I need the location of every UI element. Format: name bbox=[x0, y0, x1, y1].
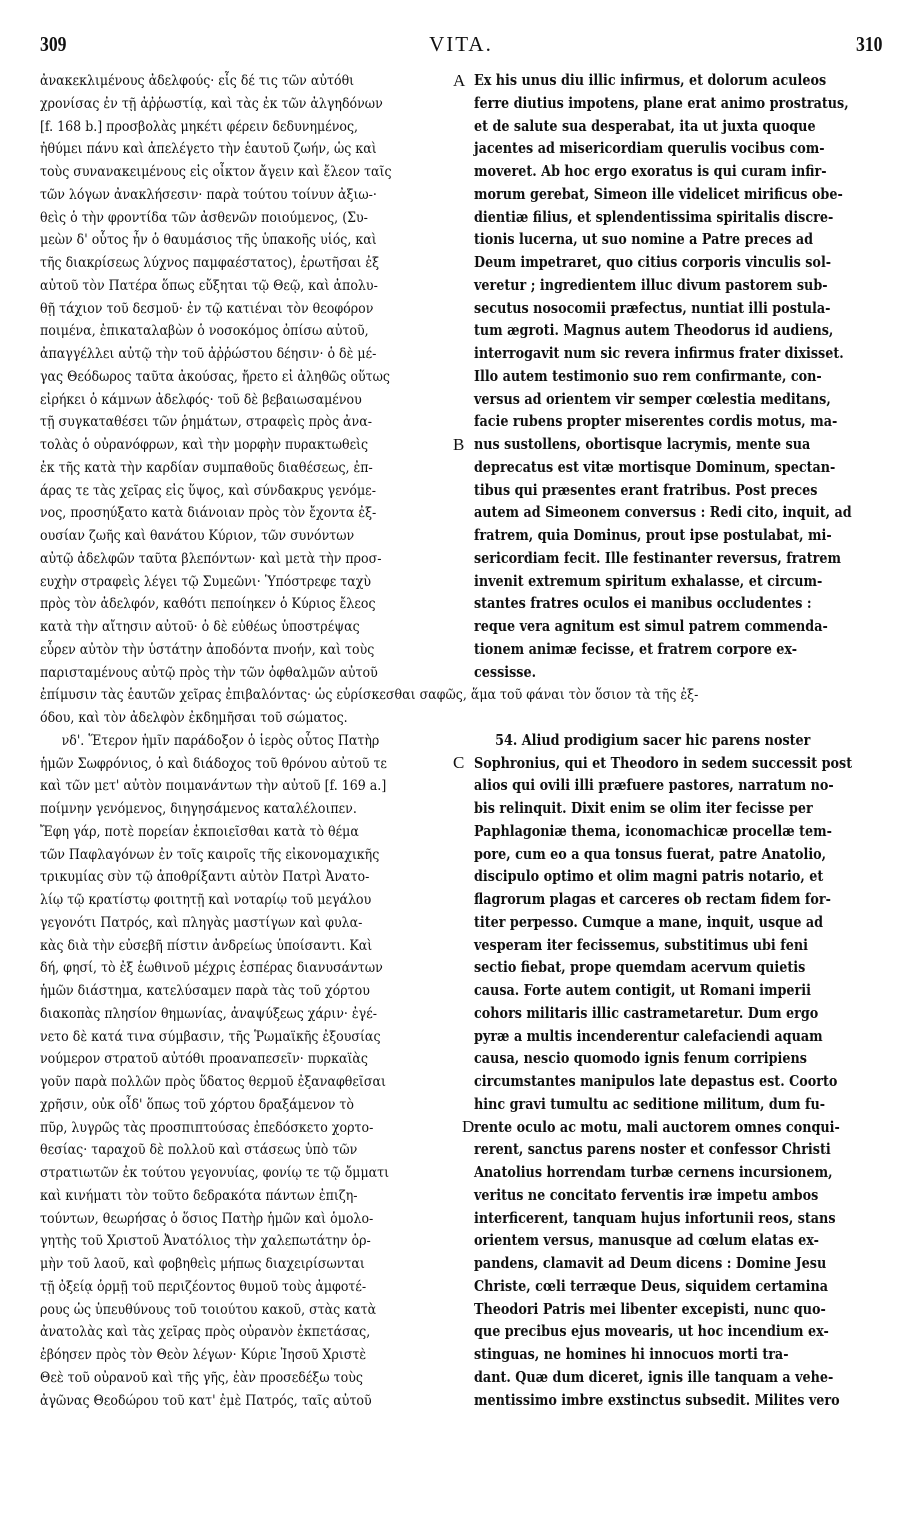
greek-text-line: χρῆσιν, οὐκ οἶδ' ὅπως τοῦ χόρτου δραξάμενον τὸ bbox=[40, 1096, 354, 1113]
margin-letter-d: D bbox=[462, 1117, 475, 1136]
greek-text-line: μὴν τοῦ λαοῦ, καὶ φοβηθεὶς μήπως διαχειρίσωνται bbox=[40, 1256, 365, 1272]
latin-text-line: secutus nosocomii præfectus, nuntiat illi postula- bbox=[474, 299, 831, 317]
latin-text-line: circumstantes manipulos late depastus est. Coorto bbox=[474, 1073, 838, 1090]
latin-text-line: cessisse. bbox=[474, 663, 537, 681]
latin-text-line: Theodori Patris mei libenter excepisti, nunc quo- bbox=[474, 1300, 826, 1318]
greek-text-line: τοὺς συνανακειμένους εἰς οἶκτον ἄγειν καὶ ἔλεον ταῖς bbox=[40, 164, 392, 180]
greek-text-line: τῶν λόγων ἀνακλήσεσιν· παρὰ τούτου τοίνυν ἀξιω-· bbox=[40, 186, 377, 203]
greek-text-line: ευχὴν στραφεὶς λέγει τῷ Συμεῶνι· Ὑπόστρεφε ταχὺ bbox=[40, 573, 372, 590]
latin-text-line: pyræ a multis incenderentur calefaciendi aquam bbox=[474, 1027, 823, 1045]
margin-letter-a: A bbox=[453, 71, 466, 90]
greek-text-line: τῆς διακρίσεως λύχνος παμφαέστατος), ἐρωτῆσαι ἐξ bbox=[40, 255, 380, 271]
latin-text-line: Paphlagoniæ thema, iconomachicæ procellæ tem- bbox=[474, 822, 832, 840]
greek-text-line: ρους ὡς ὑπευθύνους τοῦ τοιούτου κακοῦ, στὰς κατὰ bbox=[40, 1301, 377, 1318]
greek-text-line: τῶν Παφλαγόνων ἐν τοῖς καιροῖς τῆς εἰκονομαχικῆς bbox=[40, 846, 380, 863]
greek-text-line: όδου, καὶ τὸν ἀδελφὸν ἐκδημῆσαι τοῦ σώματος. bbox=[40, 710, 348, 726]
latin-text-line: Anatolius horrendam turbæ cernens incursionem, bbox=[474, 1164, 833, 1181]
latin-text-line: 54. Aliud prodigium sacer hic parens noster bbox=[495, 731, 811, 749]
greek-text-line: εἰρήκει ὁ κάμνων ἀδελφός· τοῦ δὲ βεβαιωσαμένου bbox=[40, 391, 362, 408]
latin-text-line: tum ægroti. Magnus autem Theodorus id audiens, bbox=[474, 322, 834, 340]
greek-text-line: πρὸς τὸν ἀδελφόν, καθότι πεποίηκεν ὁ Κύριος ἔλεος bbox=[40, 596, 376, 613]
greek-text-line: θῇ τάχιον τοῦ δεσμοῦ· ἐν τῷ κατιέναι τὸν θεοφόρον bbox=[40, 300, 374, 317]
greek-text-line: τολὰς ὁ οὐρανόφρων, καὶ τὴν μορφὴν πυρακτωθεὶς bbox=[40, 437, 369, 453]
latin-text-line: stantes fratres oculos ei manibus occludentes : bbox=[474, 595, 812, 613]
margin-letter-b: B bbox=[453, 435, 465, 454]
greek-text-line: ποιμένα, ἐπικαταλαβὼν ὁ νοσοκόμος ὀπίσω αὐτοῦ, bbox=[40, 323, 369, 340]
latin-text-line: Illo autem testimonio suo rem confirmante, con- bbox=[474, 367, 822, 385]
greek-text-line: πῦρ, λυγρῶς τὰς προσπιπτούσας ἐπεδόσκετο χορτο- bbox=[40, 1119, 374, 1136]
greek-text-line: κατὰ τὴν αἴτησιν αὐτοῦ· ὁ δὲ εὐθέως ὑποστρέψας bbox=[40, 619, 360, 635]
greek-text-line: τούντων, θεωρήσας ὁ ὅσιος Πατὴρ ἡμῶν καὶ ὁμολο- bbox=[40, 1210, 374, 1227]
greek-text-line: νούμερον στρατοῦ αὐτόθι προαναπεσεῖν· πυρκαϊὰς bbox=[40, 1051, 368, 1068]
greek-text-line: τρικυμίας σὺν τῷ ἀποθρίξαντι αὐτὸν Πατρὶ Ἀνατο- bbox=[40, 869, 370, 886]
latin-text-line: hinc gravi tumultu ac seditione militum, dum fu- bbox=[474, 1095, 826, 1113]
greek-text-line: Ἔφη γάρ, ποτὲ πορείαν ἐκποιεῖσθαι κατὰ τὸ θέμα bbox=[40, 823, 359, 840]
latin-text-line: pandens, clamavit ad Deum dicens : Domine Jesu bbox=[474, 1255, 827, 1272]
running-title: VITA. bbox=[429, 32, 493, 56]
latin-text-line: et de salute sua desperabat, ita ut juxta quoque bbox=[474, 117, 816, 135]
latin-text-line: orientem versus, manusque ad cœlum elatas ex- bbox=[474, 1232, 819, 1250]
latin-text-line: deprecatus est vitæ mortisque Dominum, spectan- bbox=[474, 458, 836, 476]
latin-text-line: sectio fiebat, prope quemdam acervum quietis bbox=[474, 959, 806, 977]
greek-text-line: νδ'. Ἕτερον ἡμῖν παράδοξον ὁ ἱερὸς οὗτος Πατὴρ bbox=[61, 732, 380, 749]
latin-text-line: versus ad orientem vir semper cœlestia meditans, bbox=[474, 390, 831, 408]
greek-text-line: αὐτῷ ἀδελφῶν ταῦτα βλεπόντων· καὶ μετὰ τὴν προσ- bbox=[40, 550, 382, 567]
latin-text-line: flagrorum plagas et carceres ob rectam fidem for- bbox=[474, 891, 831, 908]
latin-text-line: cohors militaris illic castrametaretur. Dum ergo bbox=[474, 1004, 819, 1022]
latin-text-line: moveret. Ab hoc ergo exoratus is qui curam infir- bbox=[474, 163, 827, 180]
greek-text-line: κὰς διὰ τὴν εὐσεβῆ πίστιν ἀνδρείως ὑποίσαντι. Καὶ bbox=[40, 937, 373, 954]
latin-text-line: rente oculo ac motu, mali auctorem omnes conqui- bbox=[474, 1118, 840, 1136]
greek-text-line: ἀγῶνας Θεοδώρου τοῦ κατ' ἐμὲ Πατρός, ταῖς αὐτοῦ bbox=[40, 1392, 372, 1409]
greek-text-line: θεσίας· ταραχοῦ δὲ πολλοῦ καὶ στάσεως ὑπὸ τῶν bbox=[40, 1142, 358, 1159]
latin-text-line: titer perpesso. Cumque a mane, inquit, usque ad bbox=[474, 913, 824, 931]
greek-text-line: στρατιωτῶν ἐκ τούτου γεγονυίας, φονίῳ τε τῷ ὄμματι bbox=[40, 1165, 390, 1181]
latin-text-line: invenit extremum spiritum exhalasse, et circum- bbox=[474, 572, 823, 590]
greek-text-line: γητὴς τοῦ Χριστοῦ Ἀνατόλιος τὴν χαλεπωτάτην ὁρ- bbox=[40, 1233, 371, 1250]
latin-text-line: causa. Forte autem contigit, ut Romani imperii bbox=[474, 982, 811, 999]
latin-text-line: bis relinquit. Dixit enim se olim iter fecisse per bbox=[474, 800, 813, 817]
greek-text-line: ἠθύμει πάνυ καὶ ἀπελέγετο τὴν ἑαυτοῦ ζωήν, ὡς καὶ bbox=[40, 141, 377, 158]
greek-text-line: ἐκ τῆς κατὰ τὴν καρδίαν συμπαθοῦς διαθέσεως, ἐπ- bbox=[40, 459, 373, 476]
greek-text-line: ἐπίμυσιν τὰς ἑαυτῶν χεῖρας ἐπιβαλόντας· ὡς εὑρίσκεσθαι σαφῶς, ἅμα τοῦ φάναι τὸν ὅσιον τὰ τῆς ἐξ- bbox=[40, 687, 699, 704]
latin-text-line: sericordiam fecit. Ille festinanter reversus, fratrem bbox=[474, 549, 841, 567]
greek-text-line: ἡμῶν Σωφρόνιος, ὁ καὶ διάδοχος τοῦ θρόνου αὐτοῦ τε bbox=[40, 755, 387, 772]
latin-text-line: interficerent, tanquam hujus infortunii reos, stans bbox=[474, 1209, 836, 1227]
latin-text-line: vesperam iter fecissemus, substitimus ubi feni bbox=[474, 936, 808, 954]
greek-text-line: ποίμνην γενόμενος, διηγησάμενος καταλέλοιπεν. bbox=[40, 801, 357, 817]
latin-text-line: veretur ; ingredientem illuc divum pastorem sub- bbox=[474, 276, 828, 294]
latin-text-line: tionem animæ fecisse, et fratrem corpore ex- bbox=[474, 640, 798, 658]
latin-text-line bbox=[474, 707, 835, 730]
latin-text-line: alios qui ovili illi præfuere pastores, narratum no- bbox=[474, 777, 834, 795]
latin-text-column bbox=[474, 70, 884, 1412]
latin-text-line: que precibus ejus movearis, ut hoc incendium ex- bbox=[474, 1323, 829, 1341]
latin-text-line: pore, cum eo a qua tonsus fuerat, patre Anatolio, bbox=[474, 845, 827, 863]
greek-text-line: αὐτοῦ τὸν Πατέρα ὅπως εὔξηται τῷ Θεῷ, καὶ ἀπολυ- bbox=[40, 277, 378, 294]
greek-text-line: ἀνακεκλιμένους ἀδελφούς· εἷς δέ τις τῶν αὐτόθι bbox=[40, 73, 355, 89]
latin-text-line: facie rubens propter miserentes cordis motus, ma- bbox=[474, 413, 838, 431]
greek-text-line: γεγονότι Πατρός, καὶ πληγὰς μαστίγων καὶ φυλα- bbox=[40, 914, 363, 931]
page-number-left: 309 bbox=[40, 32, 67, 56]
latin-text-line: stinguas, ne homines hi innocuos morti tra- bbox=[474, 1346, 789, 1363]
greek-text-line: τῇ ὀξείᾳ ὁρμῇ τοῦ περιζέοντος θυμοῦ τοὺς ἀμφοτέ- bbox=[40, 1278, 367, 1295]
greek-text-line: διακοπὰς πλησίον θημωνίας, ἀναψύξεως χάριν· ἐγέ- bbox=[40, 1005, 377, 1022]
latin-text-line: Sophronius, qui et Theodoro in sedem successit post bbox=[474, 754, 853, 772]
latin-text-line: Christe, cœli terræque Deus, siquidem certamina bbox=[474, 1277, 829, 1295]
greek-text-line: ἡμῶν διάστημα, κατελύσαμεν παρὰ τὰς τοῦ χόρτου bbox=[40, 983, 370, 999]
greek-text-line: ἐβόησεν πρὸς τὸν Θεὸν λέγων· Κύριε Ἰησοῦ Χριστὲ bbox=[40, 1347, 367, 1363]
greek-text-line: δή, φησί, τὸ ἐξ ἑωθινοῦ μέχρις ἑσπέρας διανυσάντων bbox=[40, 960, 383, 977]
latin-text-line: autem ad Simeonem conversus : Redi cito, inquit, ad bbox=[474, 504, 852, 522]
latin-text-line: rerent, sanctus parens noster et confessor Christi bbox=[474, 1141, 831, 1159]
latin-text-line: tibus qui præsentes erant fratribus. Post preces bbox=[474, 481, 818, 499]
latin-text-line: jacentes ad misericordiam querulis vocibus com- bbox=[474, 140, 825, 158]
greek-text-line: ουσίαν ζωῆς καὶ θανάτου Κύριον, τῶν συνόντων bbox=[40, 528, 355, 544]
latin-text-line: mentissimo imbre exstinctus subsedit. Milites vero bbox=[474, 1391, 840, 1409]
greek-text-line: καὶ τῶν μετ' αὐτὸν ποιμανάντων τὴν αὐτοῦ [f. 169 a.] bbox=[40, 778, 387, 795]
greek-text-line: γας Θεόδωρος ταῦτα ἀκούσας, ἤρετο εἰ ἀληθῶς οὕτως bbox=[40, 368, 390, 385]
greek-text-line: γοῦν παρὰ πολλῶν πρὸς ὕδατος θερμοῦ ἐξαναφθεῖσαι bbox=[40, 1074, 386, 1090]
greek-text-line: ἀνατολὰς καὶ τὰς χεῖρας πρὸς οὐρανὸν ἐκπετάσας, bbox=[40, 1324, 371, 1341]
greek-text-line: μεὼν δ' οὗτος ἦν ὁ θαυμάσιος τῆς ὑπακοῆς υἱός, καὶ bbox=[40, 232, 377, 249]
latin-text-line: nus sustollens, obortisque lacrymis, mente sua bbox=[474, 436, 811, 453]
latin-text-line: tionis lucerna, ut suo nomine a Patre preces ad bbox=[474, 231, 814, 249]
greek-text-line: εὗρεν αὐτὸν τὴν ὑστάτην ἀποδόντα πνοήν, καὶ τοὺς bbox=[40, 641, 375, 658]
latin-text-line: interrogavit num sic revera infirmus frater dixisset. bbox=[474, 345, 844, 362]
greek-text-line: χρονίσας ἐν τῇ ἀῤῥωστίᾳ, καὶ τὰς ἐκ τῶν ἀλγηδόνων bbox=[40, 95, 383, 112]
latin-text-line: veritus ne concitato ferventis iræ impetu ambos bbox=[474, 1186, 819, 1204]
greek-text-line: τῇ συγκαταθέσει τῶν ῥημάτων, στραφεὶς πρὸς ἀνα- bbox=[40, 414, 372, 431]
page-header bbox=[0, 10, 922, 56]
latin-text-line: reque vera agnitum est simul patrem commenda- bbox=[474, 618, 828, 635]
latin-text-line: causa, nescio quomodo ignis fenum corripiens bbox=[474, 1050, 807, 1068]
greek-text-line: [f. 168 b.] προσβολὰς μηκέτι φέρειν δεδυνημένος, bbox=[40, 118, 359, 135]
greek-text-line: θεὶς ὁ τὴν φροντίδα τῶν ἀσθενῶν ποιούμενος, (Συ- bbox=[40, 209, 368, 226]
latin-text-line: Ex his unus diu illic infirmus, et dolorum aculeos bbox=[474, 72, 827, 89]
page-number-right: 310 bbox=[855, 32, 882, 56]
latin-text-line: discipulo optimo et olim magni patris notario, et bbox=[474, 868, 824, 886]
greek-text-line: παρισταμένους αὐτῷ πρὸς τὴν τῶν ὀφθαλμῶν αὐτοῦ bbox=[40, 664, 378, 681]
greek-text-line: καὶ κινήματι τὸν τοῦτο δεδρακότα πάντων ἐπιζη- bbox=[40, 1187, 358, 1204]
latin-text-line: dant. Quæ dum diceret, ignis ille tanquam a vehe- bbox=[474, 1368, 834, 1386]
latin-text-line: fratrem, quia Dominus, prout ipse postulabat, mi- bbox=[474, 527, 832, 544]
latin-text-line: morum gerebat, Simeon ille videlicet mirificus obe- bbox=[474, 185, 843, 203]
greek-text-line: ἀπαγγέλλει αὐτῷ τὴν τοῦ ἀῤῥώστου δέησιν· ὁ δὲ μέ- bbox=[40, 346, 377, 362]
greek-text-line: νος, προσηύξατο κατὰ διάνοιαν πρὸς τὸν ἔχοντα ἐξ- bbox=[40, 505, 377, 522]
latin-text-line: Deum impetraret, quo citius corporis vinculis sol- bbox=[474, 254, 832, 271]
greek-text-line: Θεὲ τοῦ οὐρανοῦ καὶ τῆς γῆς, ἐὰν προσεδέξω τοὺς bbox=[40, 1369, 363, 1386]
latin-text-line: ferre diutius impotens, plane erat animo prostratus, bbox=[474, 94, 849, 112]
greek-text-line: λίῳ τῷ κρατίστῳ φοιτητῇ καὶ νοταρίῳ τοῦ μεγάλου bbox=[40, 892, 372, 908]
latin-text-line: dientiæ filius, et splendentissima spiritalis discre- bbox=[474, 208, 834, 226]
latin-text-line bbox=[474, 684, 835, 707]
margin-letter-c: C bbox=[453, 753, 465, 772]
greek-text-line: άρας τε τὰς χεῖρας εἰς ὕψος, καὶ σύνδακρυς γενόμε- bbox=[40, 482, 376, 499]
greek-text-line: νετο δὲ κατά τινα σύμβασιν, τῆς Ῥωμαϊκῆς ἐξουσίας bbox=[40, 1028, 381, 1045]
